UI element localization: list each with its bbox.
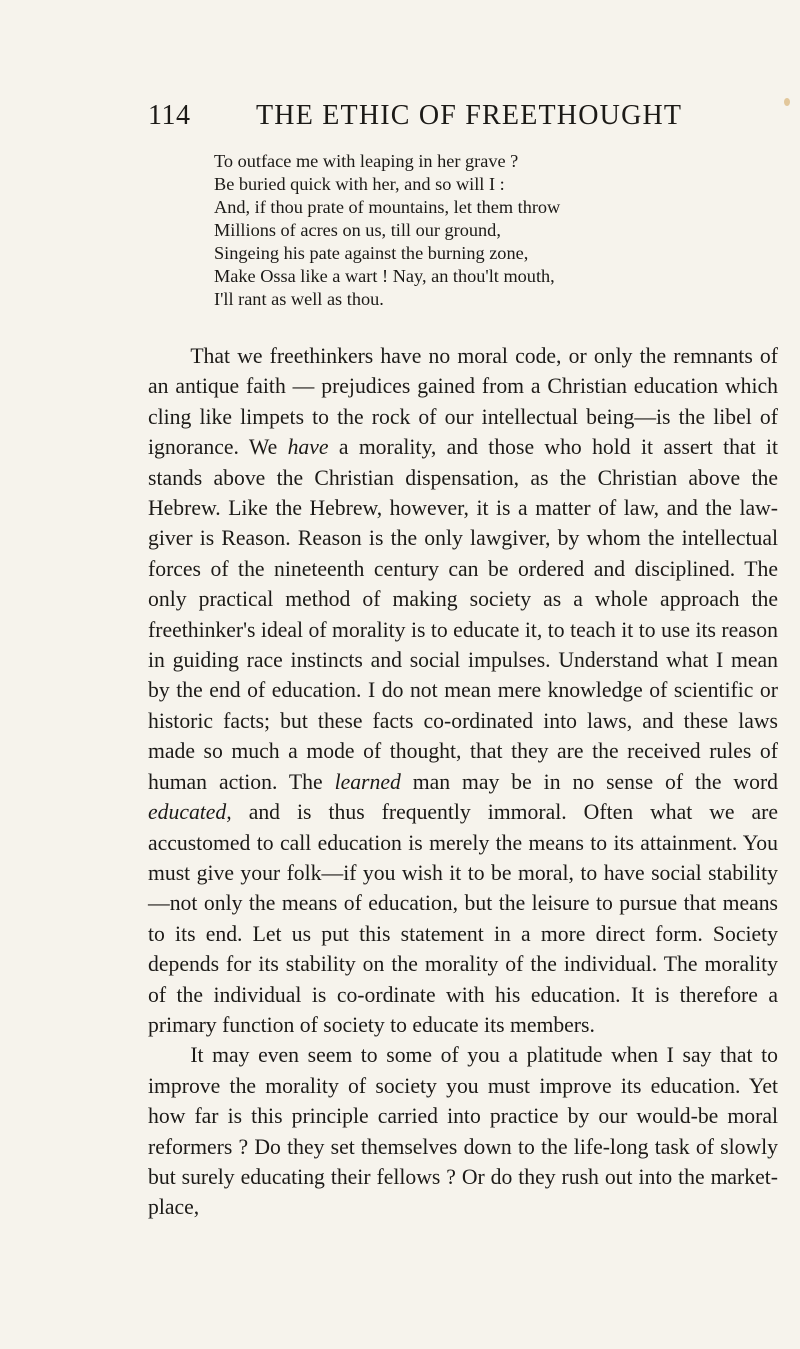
verse-quotation [214, 150, 774, 311]
emphasis-educated: educated, [148, 800, 232, 825]
verse-line: To outface me with leaping in her grave ? [214, 151, 519, 171]
verse-line: Be buried quick with her, and so will I : [214, 174, 505, 194]
verse-line: Singeing his pate against the burning zone, [214, 243, 529, 263]
paragraph-text: man may be in no sense of the word [400, 769, 779, 794]
verse-line: And, if thou prate of mountains, let them throw [214, 197, 561, 217]
page-number: 114 [148, 100, 191, 131]
verse-line: I'll rant as well as thou. [214, 289, 384, 309]
emphasis-learned: learned [334, 769, 401, 794]
verse-line: Millions of acres on us, till our ground, [214, 220, 501, 240]
paper-stain-mark [784, 98, 790, 106]
running-head [148, 100, 683, 140]
emphasis-have: have [287, 435, 329, 460]
running-title: THE ETHIC OF FREETHOUGHT [256, 100, 683, 131]
verse-line: Make Ossa like a wart ! Nay, an thou'lt mouth, [214, 266, 555, 286]
paragraph [148, 341, 778, 1040]
paragraph-text: a morality, and those who hold it assert that it stands above the Christian dispensation, as the Christian above the Hebrew. Like the Hebrew, however, it is a matter of law, and the law-giver is Reason. Reason is the only lawgiver, by whom the intellectual forces of the nineteenth century can be ordered and disciplined. The only practical method of making society as a whole approach the freethinker's ideal of morality is to educate it, to teach it to use its reason in guiding race instincts and social impulses. Understand what I mean by the end of education. I do not mean mere knowledge of scientific or historic facts; but these facts co-ordinated into laws, and these laws made so much a mode of thought, that they are the received rules of human action. The [148, 435, 778, 794]
paragraph-text: and is thus frequently immoral. Often what we are accustomed to call education is merely the means to its attainment. You must give your folk—if you wish it to be moral, to have social stability—not only the means of education, but the leisure to pursue that means to its end. Let us put this statement in a more direct form. Society depends for its stability on the morality of the individual. The morality of the individual is co-ordinate with his education. It is therefore a primary function of society to educate its members. [148, 800, 778, 1037]
paragraph: It may even seem to some of you a platitude when I say that to improve the morality of society you must improve its education. Yet how far is this principle carried into practice by our would-be moral reformers ? Do they set themselves down to the life-long task of slowly but surely educating their fellows ? Or do they rush out into the market-place, [148, 1043, 778, 1220]
body-text [148, 341, 778, 1223]
paragraph-text: That we freethinkers have no moral code, or only the remnants of an antique faith — prejudices gained from a Christian education which cling like limpets to the rock of our intellectual being—is the libel of ignorance. We [148, 344, 778, 460]
